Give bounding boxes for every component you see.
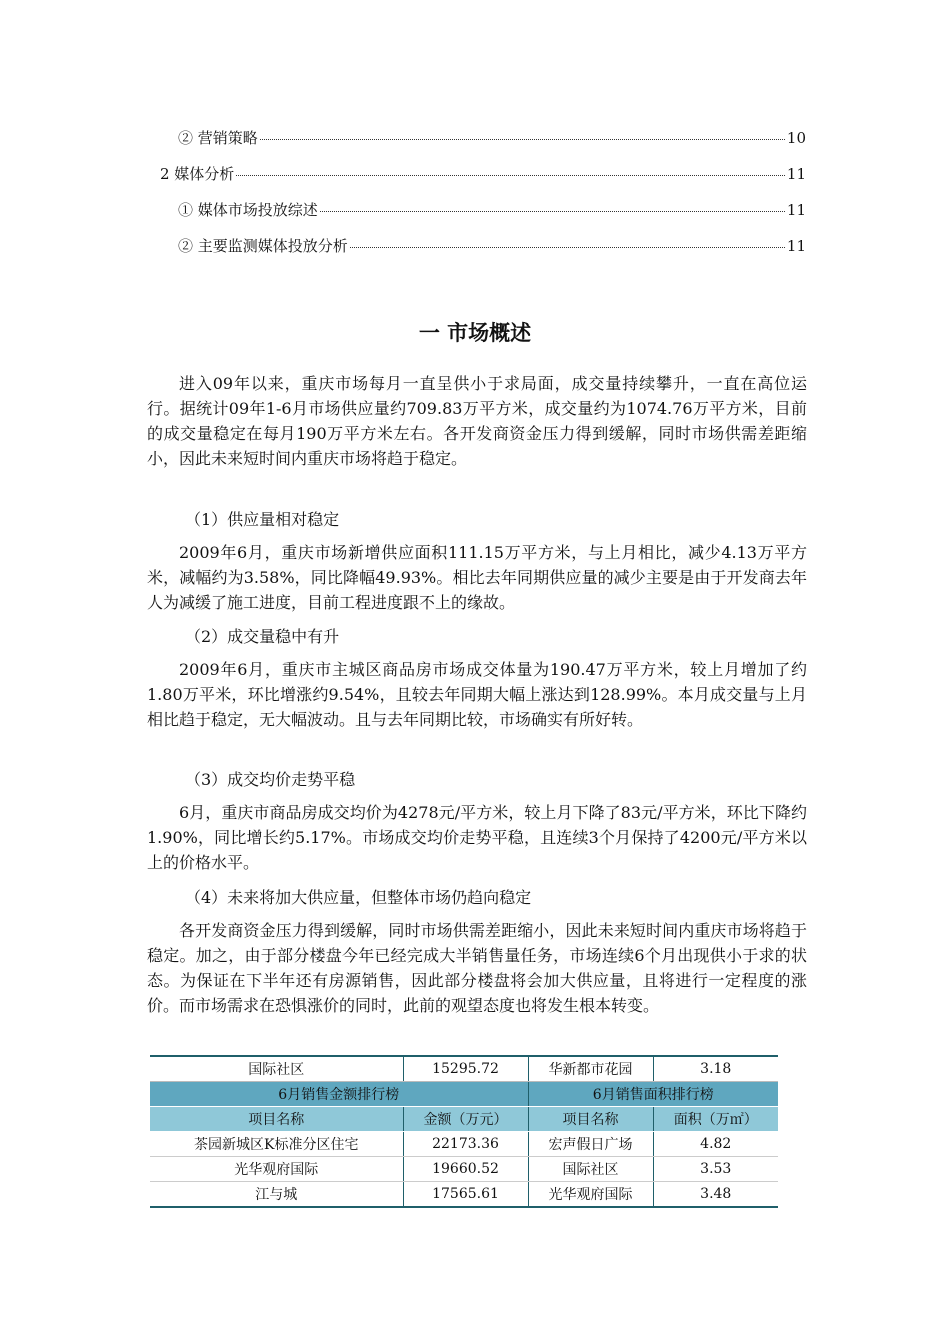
toc-entry[interactable] [160, 163, 806, 183]
table-row [150, 1132, 778, 1157]
toc-entry[interactable] [178, 199, 806, 219]
table-cell: 国际社区 [150, 1056, 403, 1082]
intro-paragraph: 进入09年以来，重庆市场每月一直呈供小于求局面，成交量持续攀升，一直在高位运行。据统计09年1-6月市场供应量约709.83万平方米，成交量约为1074.76万平方米，目前的成交量稳定在每月190万平方米左右。各开发商资金压力得到缓解，同时市场供需差距缩小，因此未来短时间内重庆市场将趋于稳定。 [147, 374, 807, 468]
toc-entry-label: 2 媒体分析 [160, 165, 235, 183]
toc-leader-dots [260, 139, 785, 140]
toc-leader-dots [320, 211, 785, 212]
table-cell: 江与城 [150, 1182, 403, 1208]
toc-entry-label: ① 媒体市场投放综述 [178, 201, 318, 219]
subsection-paragraph: 各开发商资金压力得到缓解，同时市场供需差距缩小，因此未来短时间内重庆市场将趋于稳定。加之，由于部分楼盘今年已经完成大半销售量任务，市场连续6个月出现供小于求的状态。为保证在下半年还有房源销售，因此部分楼盘将会加大供应量，且将进行一定程度的涨价。而市场需求在恐惧涨价的同时，此前的观望态度也将发生根本转变。 [147, 921, 807, 1015]
table-cell: 3.53 [653, 1157, 778, 1182]
toc-entry-label: ② 主要监测媒体投放分析 [178, 237, 348, 255]
subsection-heading: （1）供应量相对稳定 [185, 510, 340, 529]
table-cell: 19660.52 [403, 1157, 528, 1182]
table-cell: 茶园新城区K标准分区住宅 [150, 1132, 403, 1157]
toc-leader-dots [236, 175, 785, 176]
column-header: 项目名称 [150, 1107, 403, 1132]
table-cell: 华新都市花园 [528, 1056, 653, 1082]
toc-entry[interactable] [178, 127, 806, 147]
toc-entry[interactable] [178, 235, 806, 255]
table-row [150, 1182, 778, 1208]
table-title-row [150, 1082, 778, 1107]
toc-entry-page: 11 [786, 237, 806, 255]
column-header: 项目名称 [528, 1107, 653, 1132]
table-cell: 22173.36 [403, 1132, 528, 1157]
subsection-heading: （3）成交均价走势平稳 [185, 770, 356, 789]
toc-entry-page: 10 [786, 129, 806, 147]
amount-ranking-title: 6月销售金额排行榜 [150, 1082, 528, 1107]
column-header: 金额（万元） [403, 1107, 528, 1132]
table-cell: 光华观府国际 [150, 1157, 403, 1182]
table-cell: 4.82 [653, 1132, 778, 1157]
area-ranking-title: 6月销售面积排行榜 [528, 1082, 778, 1107]
table-cell: 17565.61 [403, 1182, 528, 1208]
table-row [150, 1157, 778, 1182]
toc-entry-label: ② 营销策略 [178, 129, 258, 147]
column-header: 面积（万㎡） [653, 1107, 778, 1132]
table-header-row [150, 1107, 778, 1132]
table-cell: 15295.72 [403, 1056, 528, 1082]
toc-leader-dots [350, 247, 785, 248]
table-cell: 国际社区 [528, 1157, 653, 1182]
subsection-paragraph: 6月，重庆市商品房成交均价为4278元/平方米，较上月下降了83元/平方米，环比下降约1.90%，同比增长约5.17%。市场成交均价走势平稳，且连续3个月保持了4200元/平方米以上的价格水平。 [147, 803, 807, 872]
sales-ranking-table [150, 1055, 778, 1208]
table-cell: 光华观府国际 [528, 1182, 653, 1208]
subsection-heading: （4）未来将加大供应量，但整体市场仍趋向稳定 [185, 888, 532, 907]
table-cell: 3.48 [653, 1182, 778, 1208]
table-cell: 3.18 [653, 1056, 778, 1082]
subsection-heading: （2）成交量稳中有升 [185, 627, 340, 646]
subsection-paragraph: 2009年6月，重庆市场新增供应面积111.15万平方米，与上月相比，减少4.13万平方米，减幅约为3.58%，同比降幅49.93%。相比去年同期供应量的减少主要是由于开发商去年人为减缓了施工进度，目前工程进度跟不上的缘故。 [147, 543, 807, 612]
subsection-paragraph: 2009年6月，重庆市主城区商品房市场成交体量为190.47万平方米，较上月增加了约1.80万平米，环比增涨约9.54%，且较去年同期大幅上涨达到128.99%。本月成交量与上月相比趋于稳定，无大幅波动。且与去年同期比较，市场确实有所好转。 [147, 660, 807, 729]
section-title: 一 市场概述 [418, 321, 532, 345]
table-cell: 宏声假日广场 [528, 1132, 653, 1157]
table-row [150, 1056, 778, 1082]
toc-entry-page: 11 [786, 165, 806, 183]
toc-entry-page: 11 [786, 201, 806, 219]
